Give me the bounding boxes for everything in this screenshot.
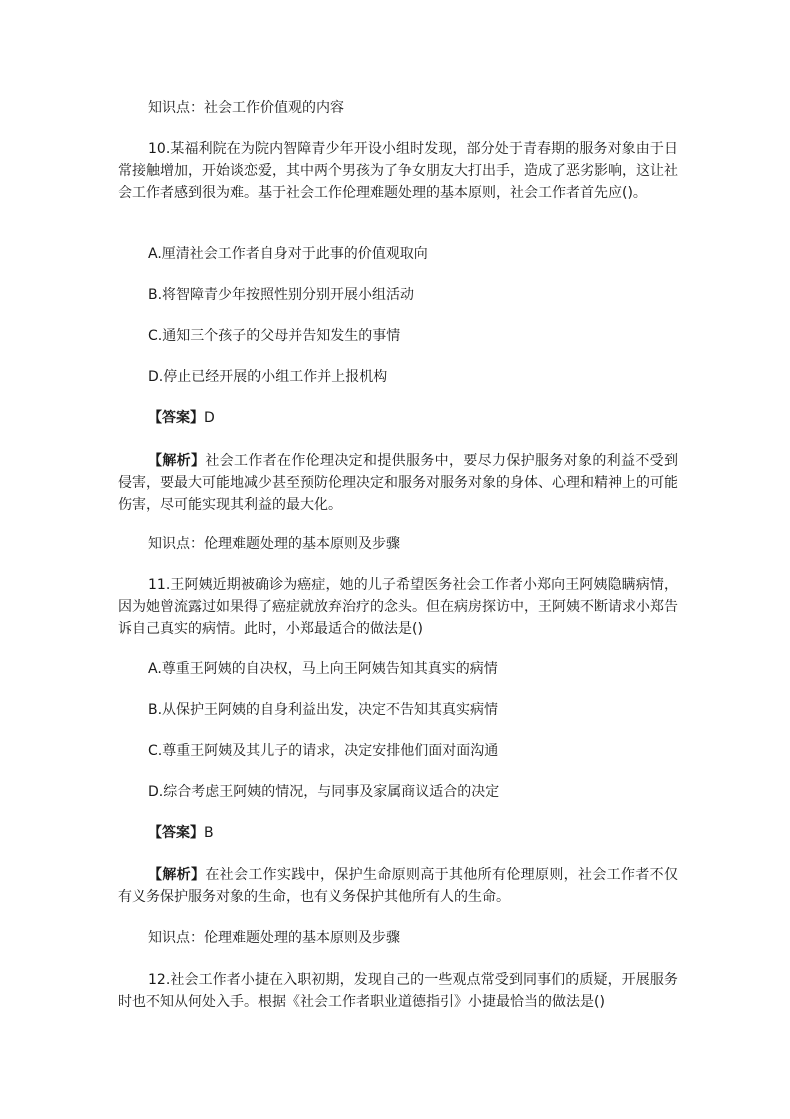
knowledge-point: 知识点：伦理难题处理的基本原则及步骤 (148, 536, 400, 552)
option-10-c: C.通知三个孩子的父母并告知发生的事情 (148, 328, 401, 344)
knowledge-point: 知识点：社会工作价值观的内容 (148, 100, 344, 116)
explanation-label: 【解析】 (148, 453, 206, 469)
answer-10 (118, 407, 678, 429)
explanation-10 (118, 450, 678, 516)
option-11-c: C.尊重王阿姨及其儿子的请求，决定安排他们面对面沟通 (148, 743, 499, 759)
explanation-text: 社会工作者在作伦理决定和提供服务中，要尽力保护服务对象的利益不受到侵害，要最大可能地减少甚至预防伦理决定和服务对服务对象的身体、心理和精神上的可能伤害，尽可能实现其利益的最大化。 (118, 453, 679, 513)
knowledge-point: 知识点：伦理难题处理的基本原则及步骤 (148, 930, 400, 946)
answer-11 (118, 822, 678, 844)
option-10-a: A.厘清社会工作者自身对于此事的价值观取向 (148, 246, 428, 262)
question-10: 10.某福利院在为院内智障青少年开设小组时发现，部分处于青春期的服务对象由于日常接触增加，开始谈恋爱，其中两个男孩为了争女朋友大打出手，造成了恶劣影响，这让社会工作者感到很为难。基于社会工作伦理难题处理的基本原则，社会工作者首先应()。 (118, 141, 678, 201)
answer-value: B (204, 825, 214, 841)
explanation-label: 【解析】 (148, 867, 206, 883)
option-10-d: D.停止已经开展的小组工作并上报机构 (148, 369, 388, 385)
option-11-d: D.综合考虑王阿姨的情况，与同事及家属商议适合的决定 (148, 784, 500, 800)
question-12: 12.社会工作者小捷在入职初期，发现自己的一些观点常受到同事们的质疑，开展服务时也不知从何处入手。根据《社会工作者职业道德指引》小捷最恰当的做法是() (118, 972, 678, 1010)
answer-label: 【答案】 (148, 825, 204, 841)
answer-label: 【答案】 (148, 410, 204, 426)
option-10-b: B.将智障青少年按照性别分别开展小组活动 (148, 287, 415, 303)
option-11-a: A.尊重王阿姨的自决权，马上向王阿姨告知其真实的病情 (148, 661, 498, 677)
question-11: 11.王阿姨近期被确诊为癌症，她的儿子希望医务社会工作者小郑向王阿姨隐瞒病情，因为她曾流露过如果得了癌症就放弃治疗的念头。但在病房探访中，王阿姨不断请求小郑告诉自己真实的病情。此时，小郑最适合的做法是() (118, 577, 678, 637)
option-11-b: B.从保护王阿姨的自身利益出发，决定不告知其真实病情 (148, 702, 499, 718)
answer-value: D (204, 410, 215, 426)
explanation-11 (118, 864, 678, 908)
explanation-text: 在社会工作实践中，保护生命原则高于其他所有伦理原则，社会工作者不仅有义务保护服务对象的生命，也有义务保护其他所有人的生命。 (118, 867, 679, 905)
